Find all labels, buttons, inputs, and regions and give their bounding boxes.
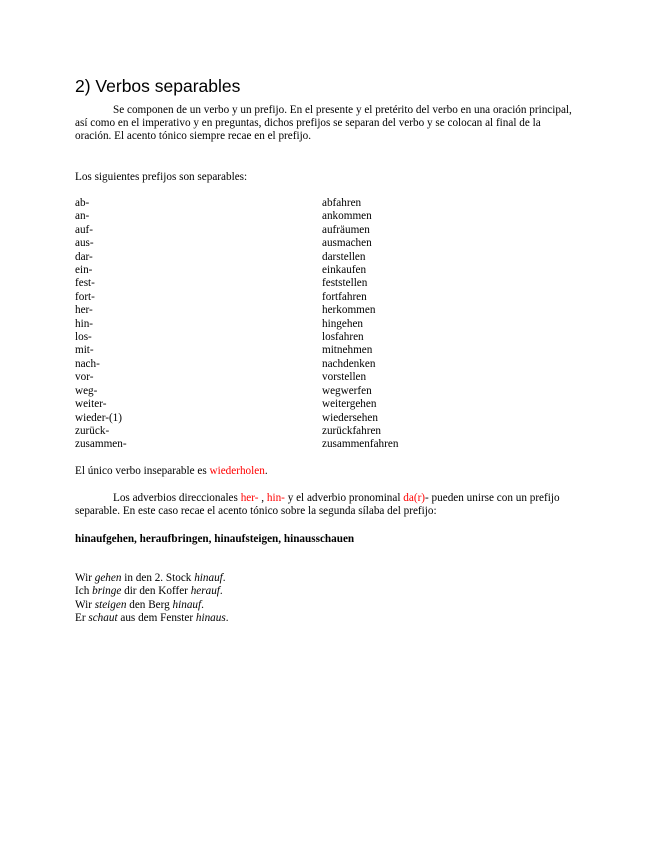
highlighted-verb: wiederholen xyxy=(209,465,265,477)
list-item: zusammenfahren xyxy=(322,438,399,451)
list-item: ausmachen xyxy=(322,237,372,250)
list-item: herkommen xyxy=(322,304,376,317)
list-item: zusammen- xyxy=(75,438,127,451)
list-item: nach- xyxy=(75,357,100,370)
list-lead-text: Los siguientes prefijos son separables: xyxy=(75,171,248,183)
highlighted-prefix-da: da(r) xyxy=(403,492,426,504)
list-item: zurückfahren xyxy=(322,424,382,437)
list-item: fest- xyxy=(75,277,95,290)
list-item: wieder-(1) xyxy=(75,411,122,424)
bold-examples: hinaufgehen, heraufbringen, hinaufsteigen, hinausschauen xyxy=(75,533,355,545)
highlighted-prefix-hin: hin- xyxy=(266,492,285,504)
example-sentence: Wir steigen den Berg hinauf. xyxy=(75,598,204,611)
intro-paragraph xyxy=(75,104,575,144)
highlighted-prefix-her: her- xyxy=(240,492,259,504)
list-item: hingehen xyxy=(322,317,364,330)
list-item: ankommen xyxy=(322,210,372,223)
list-item: wegwerfen xyxy=(322,384,372,397)
list-item: fort- xyxy=(75,290,95,303)
list-item: losfahren xyxy=(322,331,364,344)
list-item: los- xyxy=(75,331,92,344)
list-item: feststellen xyxy=(322,277,368,290)
list-item: zurück- xyxy=(75,424,110,437)
list-item: aus- xyxy=(75,237,94,250)
list-item: vorstellen xyxy=(322,371,367,384)
list-item: her- xyxy=(75,304,93,317)
list-item: aufräumen xyxy=(322,223,370,236)
verb-list xyxy=(322,197,522,452)
list-item: mitnehmen xyxy=(322,344,373,357)
list-item: weitergehen xyxy=(322,398,377,411)
list-item: vor- xyxy=(75,371,94,384)
list-item: ab- xyxy=(75,197,90,209)
prefix-list xyxy=(75,197,275,452)
example-sentence: Ich bringe dir den Koffer herauf. xyxy=(75,585,223,598)
list-item: an- xyxy=(75,210,90,223)
list-item: auf- xyxy=(75,223,94,236)
inseparable-note: El único verbo inseparable es wiederholen. xyxy=(75,465,268,477)
section-heading: 2) Verbos separables xyxy=(75,76,241,96)
adverbs-paragraph: Los adverbios direccionales her- , hin- y el adverbio pronominal da(r)- pueden unirse con un prefijo separable. En este caso recae el acento tónico sobre la segunda sílaba del prefijo: xyxy=(75,492,560,518)
list-item: dar- xyxy=(75,250,93,263)
list-item: fortfahren xyxy=(322,290,367,303)
list-item: mit- xyxy=(75,344,94,357)
list-item: wiedersehen xyxy=(322,411,378,424)
example-sentence: Wir gehen in den 2. Stock hinauf. xyxy=(75,572,226,584)
example-sentence: Er schaut aus dem Fenster hinaus. xyxy=(75,612,229,625)
list-item: darstellen xyxy=(322,250,366,263)
list-item: weiter- xyxy=(75,398,107,411)
list-item: weg- xyxy=(75,384,98,397)
list-item: hin- xyxy=(75,317,94,330)
list-item: abfahren xyxy=(322,197,362,209)
list-item: ein- xyxy=(75,264,93,277)
example-sentences xyxy=(75,572,229,626)
list-item: einkaufen xyxy=(322,264,367,277)
list-item: nachdenken xyxy=(322,357,376,370)
intro-text: Se componen de un verbo y un prefijo. En el presente y el pretérito del verbo en una oración principal, así como en el imperativo y en preguntas, dichos prefijos se separan del verbo y se colocan al final de la oración. El acento tónico siempre recae en el prefijo. xyxy=(75,104,572,143)
